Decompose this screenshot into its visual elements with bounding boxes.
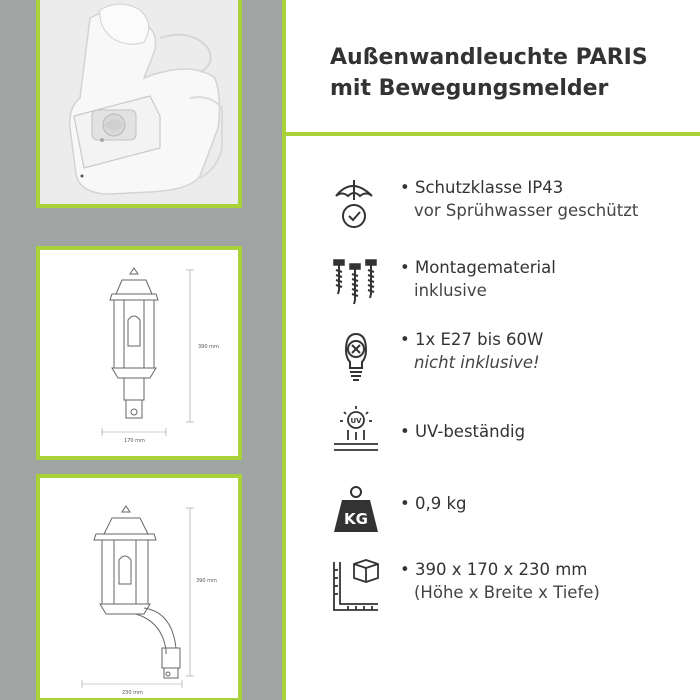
front-dimension-drawing <box>36 246 242 460</box>
umbrella-check-icon <box>330 176 382 232</box>
side-depth-label: 230 mm <box>122 690 143 696</box>
image-column <box>0 0 282 700</box>
feature-line-2: nicht inklusive! <box>414 353 540 372</box>
front-height-label: 390 mm <box>198 344 219 350</box>
kg-weight-icon <box>330 482 382 538</box>
feature-text <box>400 328 543 374</box>
svg-text:KG: KG <box>344 510 368 528</box>
feature-line-2: vor Sprühwasser geschützt <box>414 201 639 220</box>
feature-bulb <box>330 328 690 388</box>
front-width-label: 170 mm <box>124 438 145 444</box>
feature-weight <box>330 482 690 542</box>
side-height-label: 390 mm <box>196 578 217 584</box>
dimensions-cube-icon <box>330 558 382 614</box>
product-title <box>330 42 648 104</box>
feature-line-1: • Schutzklasse IP43 <box>400 178 564 197</box>
feature-line-1: • 0,9 kg <box>400 494 467 513</box>
title-line-2: mit Bewegungsmelder <box>330 76 609 101</box>
screws-icon <box>330 256 382 312</box>
side-dimension-drawing <box>36 474 242 700</box>
motion-sensor-photo <box>40 0 242 208</box>
svg-text:UV: UV <box>350 417 362 425</box>
feature-text <box>400 558 600 604</box>
feature-text <box>400 492 467 515</box>
lamp-side-drawing <box>40 478 242 700</box>
feature-uv-resistant <box>330 404 690 464</box>
accent-divider <box>282 136 286 700</box>
title-box <box>282 0 700 136</box>
feature-line-1: • UV-beständig <box>400 422 526 441</box>
feature-line-1: • 390 x 170 x 230 mm <box>400 560 588 579</box>
feature-text <box>400 256 556 302</box>
feature-line-2: inklusive <box>414 281 487 300</box>
feature-line-2: (Höhe x Breite x Tiefe) <box>414 583 600 602</box>
bulb-icon <box>330 328 382 384</box>
uv-sun-icon <box>330 404 382 460</box>
feature-line-1: • 1x E27 bis 60W <box>400 330 544 349</box>
feature-mounting-material <box>330 256 690 316</box>
feature-protection-class <box>330 176 690 236</box>
photo-motion-sensor <box>36 0 242 208</box>
feature-text <box>400 420 525 443</box>
title-line-1: Außenwandleuchte PARIS <box>330 45 648 70</box>
accent-divider <box>282 0 286 136</box>
feature-dimensions <box>330 558 690 618</box>
feature-text <box>400 176 638 222</box>
lamp-front-drawing <box>40 250 242 460</box>
feature-line-1: • Montagematerial <box>400 258 556 277</box>
feature-panel <box>282 136 700 700</box>
